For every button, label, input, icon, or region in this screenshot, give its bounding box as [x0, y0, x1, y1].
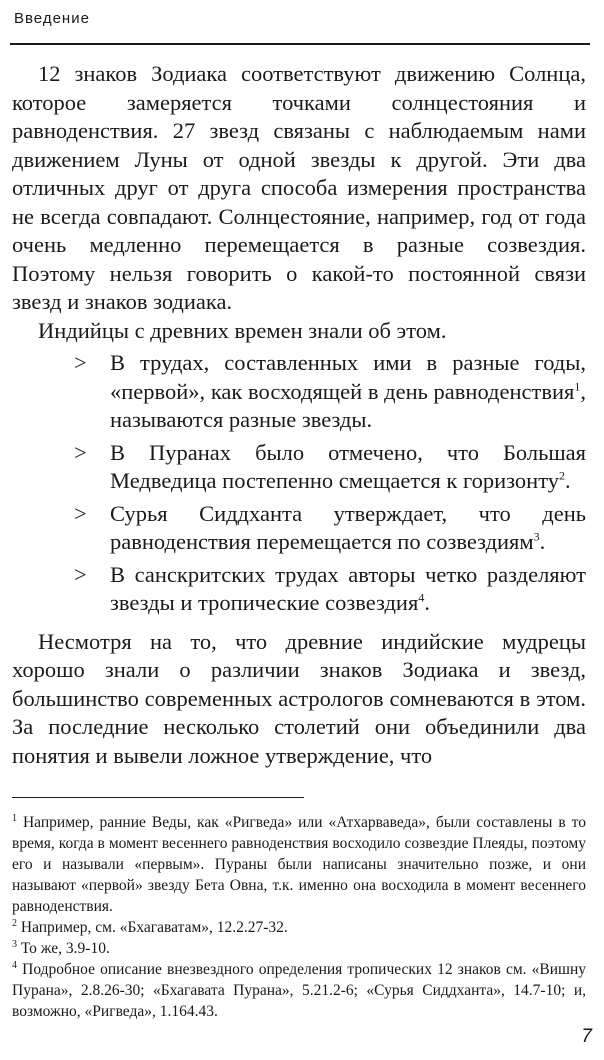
- paragraph-2: Индийцы с древних времен знали об этом.: [38, 317, 447, 343]
- bullet-marker: >: [74, 500, 87, 526]
- footnote-3-text: То же, 3.9-10.: [17, 940, 110, 957]
- bullet-marker: >: [74, 439, 87, 465]
- bullet-item-3: [12, 500, 586, 557]
- footnote-ref-2: 2: [559, 468, 565, 483]
- footnote-2-text: Например, см. «Бхагаватам», 12.2.27-32.: [17, 919, 288, 936]
- bullet-item-4: [12, 561, 586, 618]
- footnote-4-number: 4: [12, 959, 17, 971]
- page-number: 7: [581, 1026, 592, 1047]
- footnote-1: [12, 812, 586, 917]
- bullet-list: [12, 349, 586, 618]
- footnotes: [12, 812, 586, 1022]
- footnote-ref-1: 1: [574, 379, 581, 393]
- page-header-title: Введение: [14, 10, 90, 27]
- bullet-1-tail: , называются разные звезды.: [110, 378, 586, 432]
- footnote-4: [12, 959, 586, 1022]
- bullet-marker: >: [74, 350, 87, 375]
- bullet-3-text: Сурья Сиддханта утверждает, что день равноденствия перемещается по созвездиям: [110, 500, 586, 554]
- bullet-3-tail: .: [539, 529, 546, 554]
- footnote-4-text: Подробное описание внезвездного определения тропических 12 знаков см. «Вишну Пурана», 2.8.26-30; «Бхагавата Пурана», 5.21.2-6; «Сурья Сиддханта», 14.7-10; и, возможно, «Ригведа», 1.164.43.: [12, 961, 586, 1020]
- bullet-4-tail: .: [424, 590, 430, 615]
- footnote-2: [12, 917, 586, 938]
- bullet-4-text: В санскритских трудах авторы четко разделяют звезды и тропические созвездия: [110, 561, 586, 615]
- footnote-2-number: 2: [12, 917, 17, 929]
- footnote-1-number: 1: [12, 812, 17, 824]
- bullet-2-text: В Пуранах было отмечено, что Большая Медведица постепенно смещается к горизонту: [110, 439, 586, 493]
- footnote-3: [12, 938, 586, 959]
- paragraph-1: 12 знаков Зодиака соответствуют движению Солнца, которое замеряется точками солнцестояния и равноденствия. 27 звезд связаны с наблюдаемым нами движением Луны от одной звезды к другой. Эти два отличных друг от друга способа измерения пространства не всегда совпадают. Солнцестояние, например, год от года очень медленно перемещается в разные созвездия. Поэтому нельзя говорить о какой-то постоянной связи звезд и знаков зодиака.: [12, 61, 586, 314]
- bullet-item-1: [12, 349, 586, 435]
- footnote-3-number: 3: [12, 938, 17, 950]
- footnote-ref-3: 3: [533, 529, 540, 544]
- footnote-divider: [12, 797, 304, 798]
- paragraph-3: Несмотря на то, что древние индийские мудрецы хорошо знали о различии знаков Зодиака и звезд, большинство современных астрологов сомневаются в этом. За последние несколько столетий они объединили два понятия и вывели ложное утверждение, что: [12, 628, 586, 768]
- header-divider: [10, 43, 590, 45]
- bullet-item-2: [12, 439, 586, 496]
- bullet-1-text: В трудах, составленных ими в разные годы, «первой», как восходящей в день равноденствия: [110, 350, 586, 404]
- footnote-1-text: Например, ранние Веды, как «Ригведа» или «Атхарваведа», были составлены в то время, когда в момент весеннего равноденствия восходило созвездие Плеяды, поэтому его и называли «первым». Пураны были написаны значительно позже, и они называют «первой» звезду Бета Овна, т.к. именно она восходила в момент весеннего равноденствия.: [12, 814, 586, 915]
- body-text: [12, 60, 586, 770]
- footnote-ref-4: 4: [418, 590, 425, 605]
- bullet-marker: >: [74, 561, 87, 587]
- bullet-2-tail: .: [565, 468, 571, 493]
